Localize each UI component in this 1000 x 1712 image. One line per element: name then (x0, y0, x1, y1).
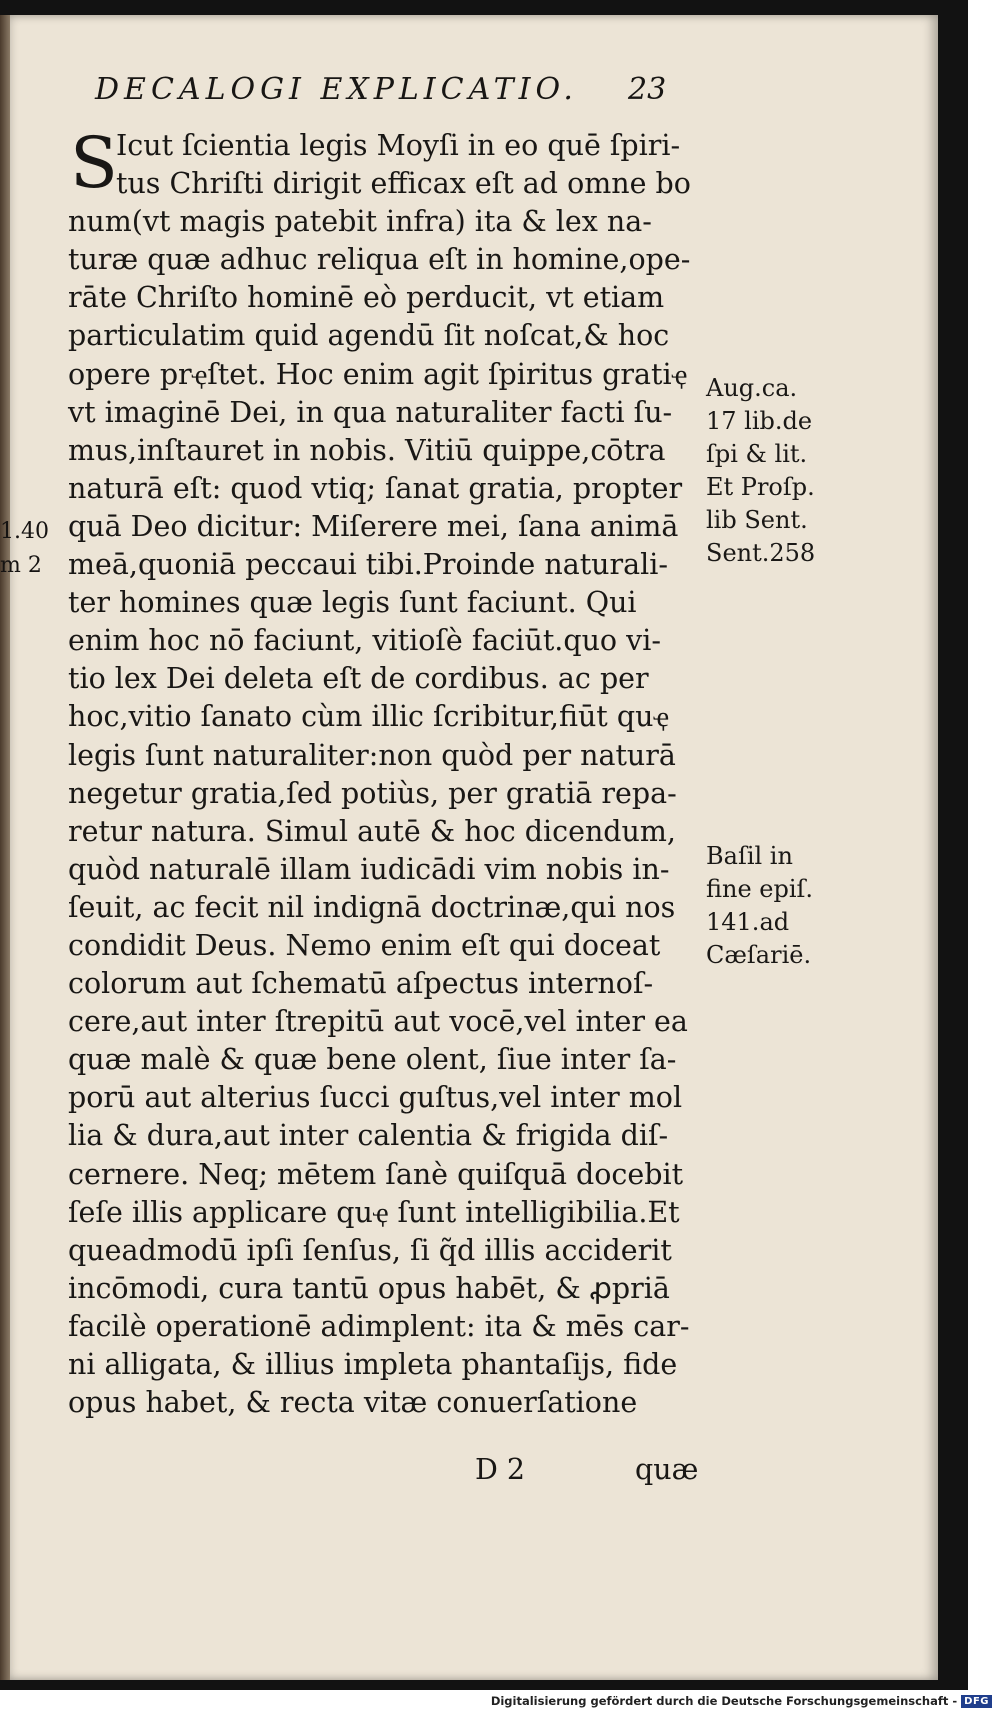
side-note-augustine (706, 372, 841, 570)
text-line: rāte Chriſto hominē eò perducit, vt etiam (68, 281, 665, 315)
text-line: cere,aut inter ſtrepitū aut vocē,vel inter ea (68, 1005, 688, 1039)
main-text-block (68, 122, 708, 1422)
catchword: quæ (635, 1453, 699, 1486)
page-number: 23 (628, 72, 667, 107)
side-note-line: 141.ad (706, 908, 790, 936)
text-line: enim hoc nō faciunt, vitioſè faciūt.quo vi- (68, 624, 661, 658)
text-line: colorum aut ſchematū aſpectus internoſ- (68, 967, 654, 1001)
side-note-line: 17 lib.de (706, 407, 813, 435)
credit-text: Digitalisierung gefördert durch die Deutsche Forschungsgemeinschaft - (490, 1694, 958, 1708)
text-line: opere prҿſtet. Hoc enim agit ſpiritus gratiҿ (68, 357, 688, 391)
dfg-logo: DFG (961, 1695, 992, 1708)
side-note-line: Sent.258 (706, 539, 816, 567)
text-line: legis ſunt naturaliter:non quòd per naturā (68, 738, 676, 772)
text-line: meā,quoniā peccaui tibi.Proinde naturali- (68, 548, 668, 582)
side-note-line: Et Proſp. (706, 473, 815, 501)
text-line: naturā eſt: quod vtiq; ſanat gratia, propter (68, 471, 683, 505)
signature-mark: D 2 (475, 1453, 526, 1486)
text-line: tus Chriſti dirigit efficax eſt ad omne bo (116, 167, 691, 201)
side-note-line: Cæſariē. (706, 941, 812, 969)
text-line: tio lex Dei deleta eſt de cordibus. ac per (68, 662, 649, 696)
side-note-line: Baſil in (706, 842, 793, 870)
text-line: mus,inſtauret in nobis. Vitiū quippe,cōtra (68, 433, 666, 467)
side-note-basil (706, 840, 841, 972)
text-line: hoc,vitio ſanato cùm illic ſcribitur,fiūt quҿ (68, 700, 669, 734)
text-line: queadmodū ipſi ſenſus, ſi q̃d illis acciderit (68, 1233, 672, 1267)
text-line: retur natura. Simul autē & hoc dicendum, (68, 814, 676, 848)
text-line: facilè operationē adimplent: ita & mēs car- (68, 1309, 690, 1343)
binding-edge (0, 15, 10, 1680)
cut-margin-note (0, 515, 52, 585)
digitization-credit (491, 1694, 992, 1708)
side-note-line: Aug.ca. (706, 374, 798, 402)
cut-margin-line: 1.40 (0, 519, 49, 544)
text-line: particulatim quid agendū ſit noſcat,& hoc (68, 319, 670, 353)
text-line: opus habet, & recta vitæ conuerſatione (68, 1386, 638, 1420)
text-line: porū aut alterius ſucci guſtus,vel inter mol (68, 1081, 683, 1115)
text-line: quòd naturalē illam iudicādi vim nobis in- (68, 852, 670, 886)
text-line: Icut ſcientia legis Moyſi in eo quē ſpiri- (116, 129, 681, 162)
text-line: ſeuit, ac fecit nil indignā doctrinæ,qui nos (68, 890, 676, 924)
side-note-line: ſpi & lit. (706, 440, 808, 468)
side-note-line: lib Sent. (706, 506, 808, 534)
text-line: vt imaginē Dei, in qua naturaliter facti ſu- (68, 395, 673, 429)
running-title: DECALOGI EXPLICATIO. (95, 72, 578, 107)
side-note-line: fine epiſ. (706, 875, 814, 903)
text-line: cernere. Neq; mētem ſanè quiſquā docebit (68, 1157, 684, 1191)
text-line: negetur gratia,ſed potiùs, per gratiā repa- (68, 776, 677, 810)
text-line: lia & dura,aut inter calentia & frigida diſ- (68, 1119, 669, 1153)
cut-margin-line: m 2 (0, 553, 42, 578)
text-line: num(vt magis patebit infra) ita & lex na- (68, 205, 652, 239)
text-line: incōmodi, cura tantū opus habēt, & ꝓpriā (68, 1271, 670, 1305)
text-line: ſeſe illis applicare quҿ ſunt intelligibilia.Et (68, 1195, 680, 1229)
text-line: condidit Deus. Nemo enim eſt qui doceat (68, 928, 661, 962)
text-line: ni alligata, & illius impleta phantaſijs, fide (68, 1348, 678, 1381)
text-line: ter homines quæ legis ſunt faciunt. Qui (68, 586, 637, 620)
text-line: turæ quæ adhuc reliqua eſt in homine,ope- (68, 243, 691, 277)
text-line: quæ malè & quæ bene olent, ſiue inter ſa- (68, 1043, 677, 1077)
text-line: quā Deo dicitur: Miſerere mei, ſana animā (68, 509, 679, 543)
drop-cap: S (70, 122, 118, 204)
